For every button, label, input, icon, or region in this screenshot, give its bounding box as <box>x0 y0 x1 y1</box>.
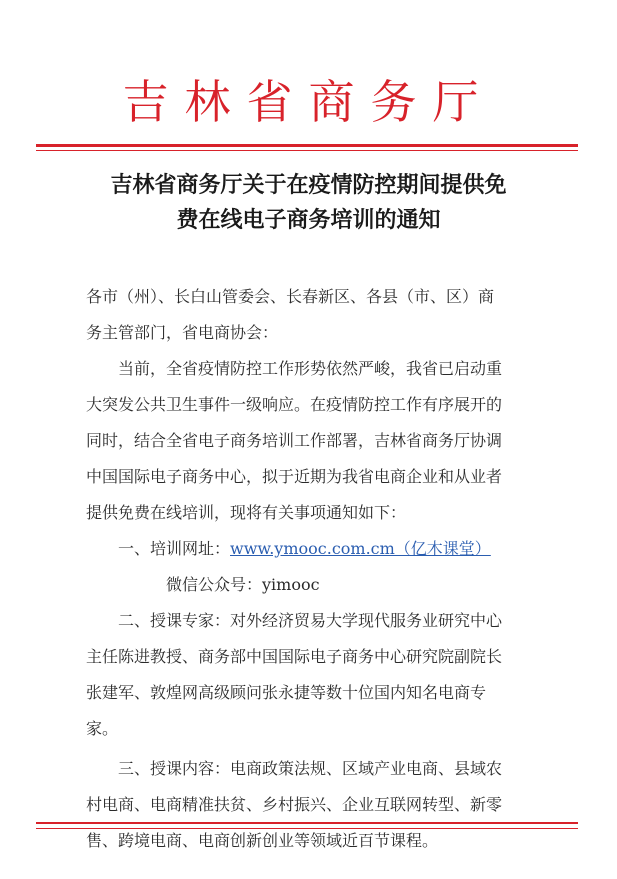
document-title-line-1: 吉林省商务厅关于在疫情防控期间提供免 <box>110 172 507 198</box>
item-1-wechat: 微信公众号：yimooc <box>166 575 320 594</box>
item-1-line <box>86 531 546 567</box>
item-1-label: 一、培训网址： <box>118 539 231 558</box>
item-3-line-3: 售、跨境电商、电商创新创业等领域近百节课程。 <box>86 831 439 850</box>
footer-rule-thin <box>36 828 578 829</box>
masthead-title: 吉林省商务厅 <box>122 75 495 129</box>
item-3-line-1: 三、授课内容：电商政策法规、区域产业电商、县域农 <box>118 759 503 778</box>
footer-rule-thick <box>36 822 578 824</box>
paragraph-1-line-3: 同时，结合全省电子商务培训工作部署，吉林省商务厅协调 <box>86 431 503 450</box>
masthead-rule-thin <box>36 150 578 151</box>
paragraph-1-line-5: 提供免费在线培训，现将有关事项通知如下： <box>86 503 407 522</box>
training-website-link[interactable]: www.ymooc.com.cm（亿木课堂） <box>230 539 491 558</box>
item-2-line-4: 家。 <box>86 719 119 738</box>
item-2-line-3: 张建军、敦煌网高级顾问张永捷等数十位国内知名电商专 <box>86 683 487 702</box>
document-title-line-2: 费在线电子商务培训的通知 <box>176 207 441 233</box>
salutation-line-1: 各市（州）、长白山管委会、长春新区、各县（市、区）商 <box>86 287 495 306</box>
paragraph-1-line-2: 大突发公共卫生事件一级响应。在疫情防控工作有序展开的 <box>86 395 503 414</box>
paragraph-1-line-4: 中国国际电子商务中心，拟于近期为我省电商企业和从业者 <box>86 467 503 486</box>
paragraph-1-line-1: 当前，全省疫情防控工作形势依然严峻，我省已启动重 <box>118 359 503 378</box>
item-3-line-2: 村电商、电商精准扶贫、乡村振兴、企业互联网转型、新零 <box>86 795 503 814</box>
document-body <box>86 279 546 859</box>
item-2-line-1: 二、授课专家：对外经济贸易大学现代服务业研究中心 <box>118 611 503 630</box>
salutation-line-2: 务主管部门，省电商协会： <box>86 323 279 342</box>
item-2-line-2: 主任陈进教授、商务部中国国际电子商务中心研究院副院长 <box>86 647 503 666</box>
masthead-rule-thick <box>36 144 578 147</box>
